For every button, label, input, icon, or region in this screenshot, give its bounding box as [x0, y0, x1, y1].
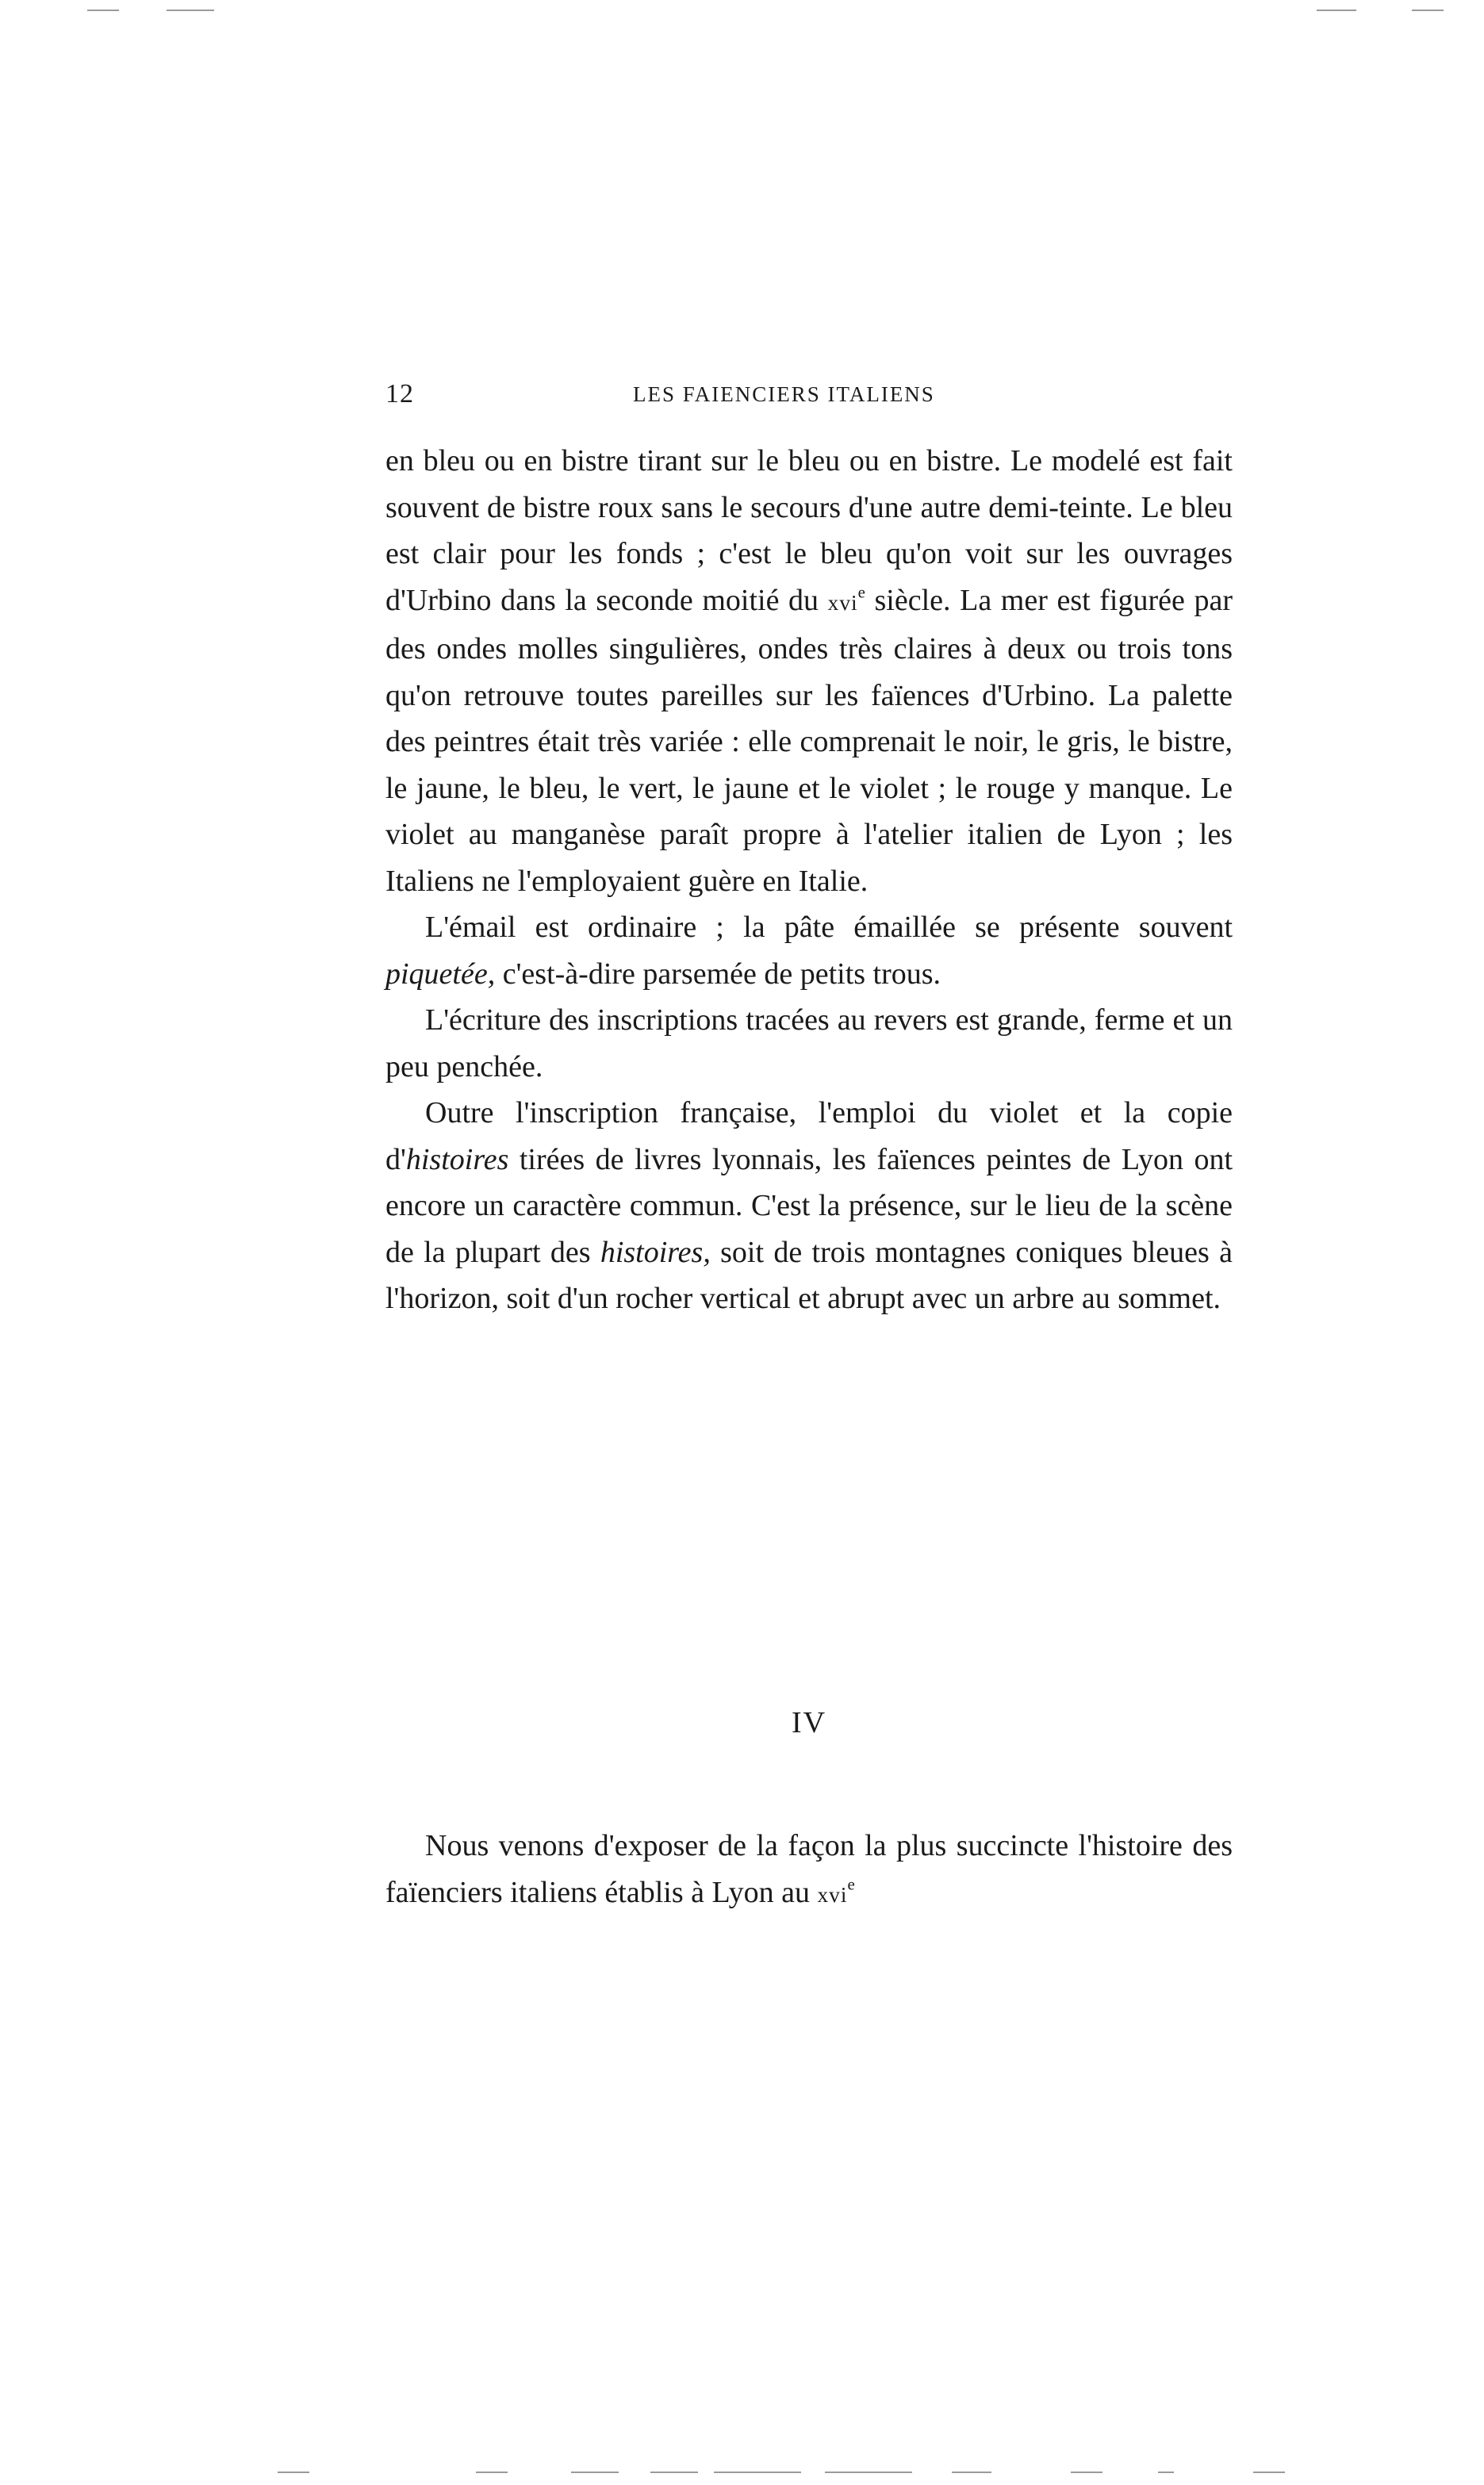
section-heading: IV	[791, 1706, 827, 1739]
superscript: e	[857, 581, 865, 601]
paragraph-text: soit de trois montagnes coniques bleues à l'horizon, soit d'un rocher vertical et abrupt avec un arbre au sommet.	[385, 1235, 1233, 1315]
paragraph	[385, 1090, 1233, 1322]
paragraph	[385, 1823, 1233, 1918]
paragraph-text: Outre l'inscription française, l'emploi du violet et la copie d'	[385, 1096, 1233, 1176]
paragraph-text: siècle. La mer est figurée par des ondes molles singulières, ondes très claires à deux ou trois tons qu'on retrouve toutes pareilles sur les faïences d'Urbino. La palette des peintres était très variée : elle comprenait le noir, le gris, le bistre, le jaune, le bleu, le vert, le jaune et le violet ; le rouge y manque. Le violet au manganèse paraît propre à l'atelier italien de Lyon ; les Italiens ne l'employaient guère en Italie.	[385, 583, 1233, 898]
paragraph	[385, 904, 1233, 997]
superscript: e	[847, 1873, 855, 1893]
scan-artifact	[1158, 2472, 1174, 2473]
paragraph-text: en bleu ou en bistre tirant sur le bleu ou en bistre. Le modelé est fait souvent de bistre roux sans le secours d'une autre demi-teinte. Le bleu est clair pour les fonds ; c'est le bleu qu'on voit sur les ouvrages d'Urbino dans la seconde moitié du	[385, 444, 1233, 617]
paragraph-text: c'est-à-dire parsemée de petits trous.	[495, 957, 941, 991]
paragraph	[385, 997, 1233, 1090]
paragraph-text: L'écriture des inscriptions tracées au revers est grande, ferme et un peu penchée.	[385, 1003, 1233, 1083]
scan-artifact	[1317, 10, 1356, 11]
scan-artifact	[1071, 2472, 1102, 2473]
paragraph-text: Nous venons d'exposer de la façon la plus succincte l'histoire des faïenciers italiens établis à Lyon au	[385, 1829, 1233, 1909]
italic-term: histoires,	[600, 1235, 711, 1269]
page-number: 12	[385, 379, 414, 408]
paragraph-text: L'émail est ordinaire ; la pâte émaillée se présente souvent	[425, 911, 1233, 944]
italic-term: histoires	[405, 1142, 509, 1176]
scan-artifact	[714, 2472, 801, 2473]
italic-term: piquetée,	[385, 957, 496, 991]
body-text	[385, 438, 1233, 1322]
scan-artifact	[1253, 2472, 1285, 2473]
century-numeral: xvi	[827, 590, 858, 615]
scan-artifact	[278, 2472, 309, 2473]
paragraph-text: tirées de livres lyonnais, les faïences peintes de Lyon ont encore un caractère commun. C'est la présence, sur le lieu de la scène de la plupart des	[385, 1142, 1233, 1269]
scan-artifact	[952, 2472, 991, 2473]
running-header	[385, 379, 1233, 419]
running-title: LES FAIENCIERS ITALIENS	[633, 382, 935, 406]
scan-artifact	[1412, 10, 1444, 11]
section-text	[385, 1823, 1233, 1918]
scan-artifact	[167, 10, 214, 11]
scan-artifact	[476, 2472, 508, 2473]
scan-artifact	[87, 10, 119, 11]
scan-artifact	[825, 2472, 912, 2473]
century-numeral: xvi	[817, 1882, 848, 1907]
scan-artifact	[571, 2472, 619, 2473]
scan-artifact	[650, 2472, 698, 2473]
paragraph	[385, 438, 1233, 904]
